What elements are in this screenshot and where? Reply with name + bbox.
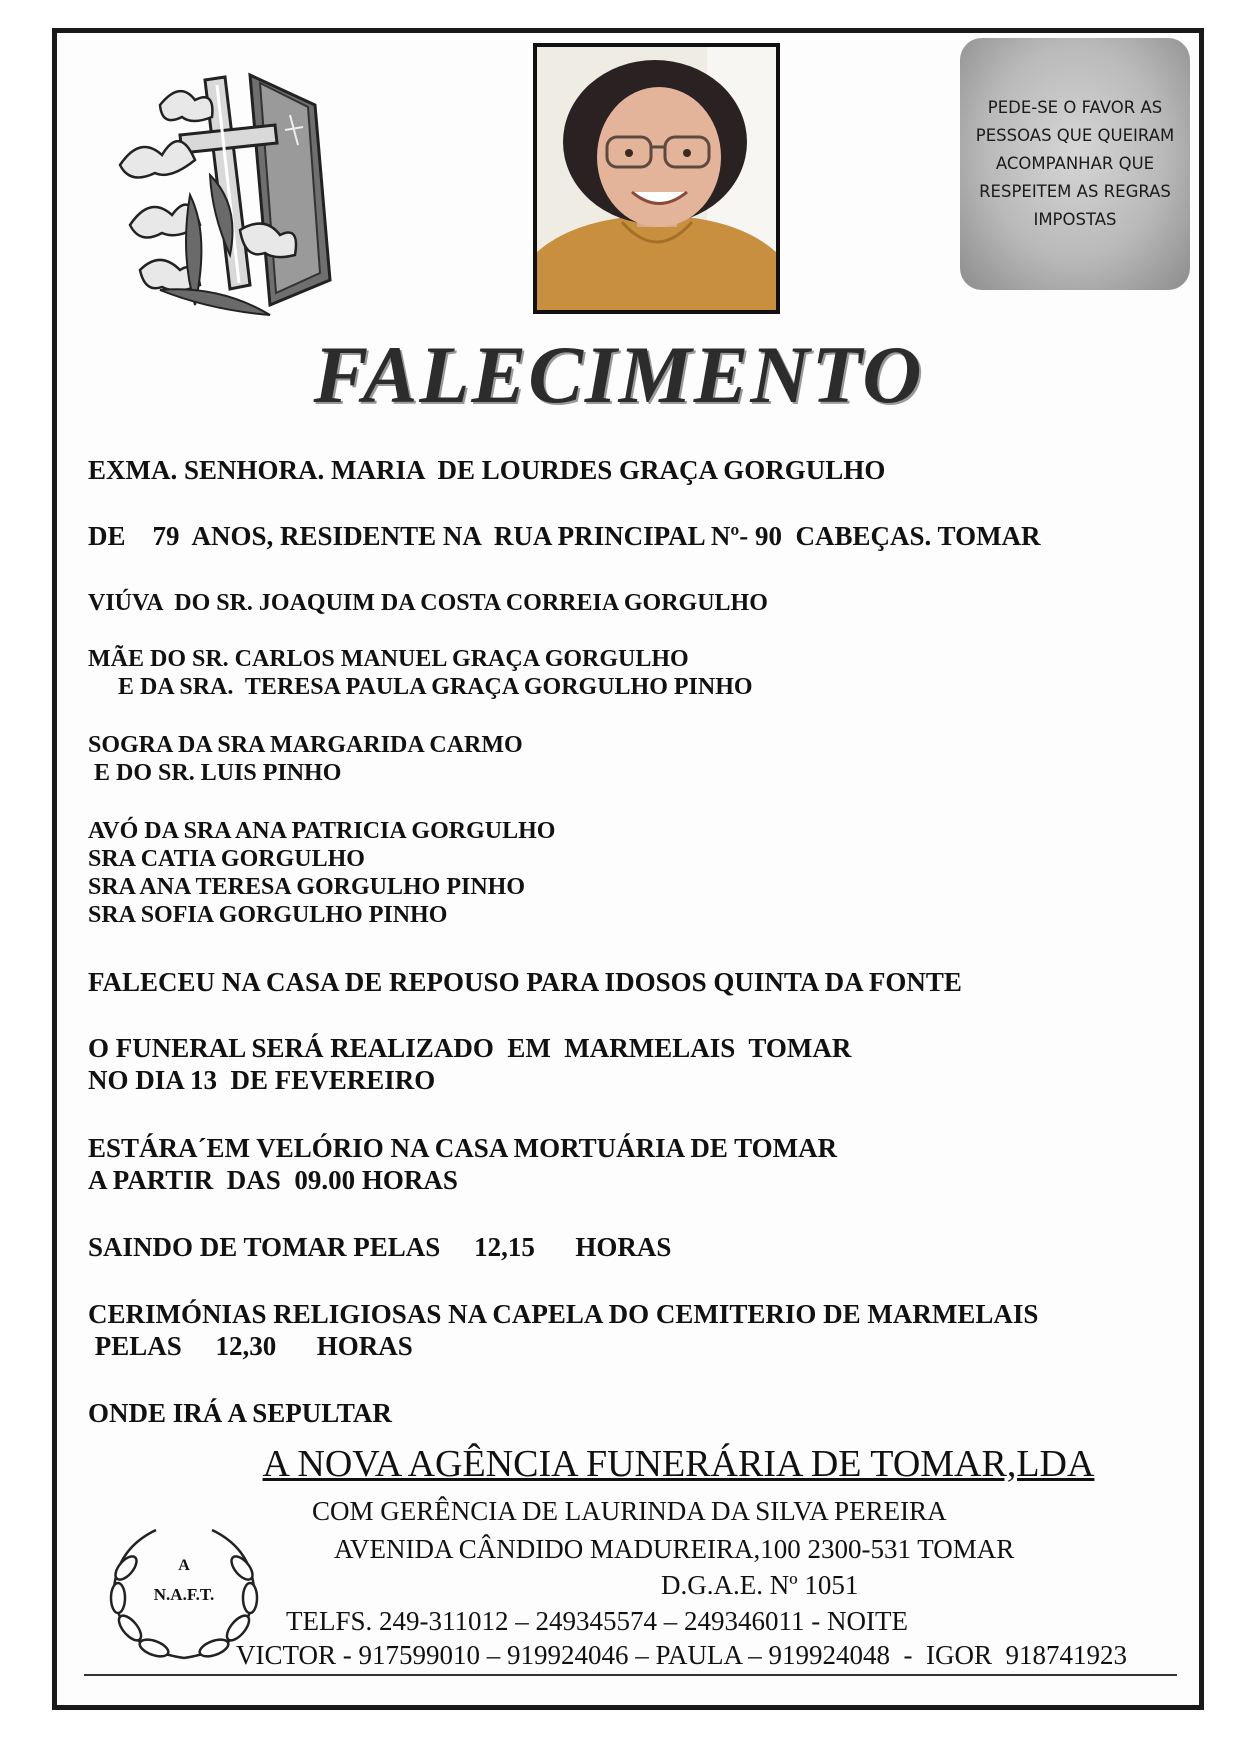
agency-name: A NOVA AGÊNCIA FUNERÁRIA DE TOMAR,LDA (262, 1443, 1095, 1485)
agency-phones: TELFS. 249-311012 – 249345574 – 249346011 - NOITE (286, 1606, 908, 1636)
funeral-date: NO DIA 13 DE FEVEREIRO (88, 1065, 436, 1095)
burial-line: ONDE IRÁ A SEPULTAR (88, 1398, 392, 1428)
agency-night-contacts: VICTOR - 917599010 – 919924046 – PAULA – 919924048 - IGOR 918741923 (236, 1640, 1128, 1670)
cross-lily-emblem (100, 55, 360, 325)
ceremony-time: PELAS 12,30 HORAS (88, 1331, 413, 1361)
notice-box (960, 38, 1190, 290)
wake-location: ESTÁRA´EM VELÓRIO NA CASA MORTUÁRIA DE TOMAR (88, 1133, 838, 1163)
age-residence: DE 79 ANOS, RESIDENTE NA RUA PRINCIPAL Nº- 90 CABEÇAS. TOMAR (88, 521, 1041, 551)
portrait-image (537, 47, 776, 310)
seal-text: N.A.F.T. (153, 1585, 215, 1604)
place-of-death: FALECEU NA CASA DE REPOUSO PARA IDOSOS QUINTA DA FONTE (88, 967, 962, 997)
departure-time: SAINDO DE TOMAR PELAS 12,15 HORAS (88, 1232, 672, 1262)
widow-of: VIÚVA DO SR. JOAQUIM DA COSTA CORREIA GORGULHO (88, 590, 768, 616)
grandmother-line-3: SRA ANA TERESA GORGULHO PINHO (88, 874, 525, 900)
notice-text: PEDE-SE O FAVOR AS PESSOAS QUE QUEIRAM ACOMPANHAR QUE RESPEITEM AS REGRAS IMPOSTAS (975, 98, 1175, 229)
naft-seal (96, 1518, 272, 1668)
agency-address: AVENIDA CÂNDIDO MADUREIRA,100 2300-531 TOMAR (334, 1534, 1015, 1564)
portrait-photo (533, 43, 780, 314)
agency-dgae: D.G.A.E. Nº 1051 (661, 1570, 859, 1600)
mother-in-law-line-2: E DO SR. LUIS PINHO (88, 760, 342, 786)
wake-time: A PARTIR DAS 09.00 HORAS (88, 1165, 458, 1195)
funeral-location: O FUNERAL SERÁ REALIZADO EM MARMELAIS TOMAR (88, 1033, 852, 1063)
bottom-rule (84, 1674, 1177, 1676)
seal-top-letter: A (178, 1557, 190, 1574)
mother-of-line-2: E DA SRA. TERESA PAULA GRAÇA GORGULHO PINHO (88, 674, 753, 700)
mother-in-law-line-1: SOGRA DA SRA MARGARIDA CARMO (88, 732, 523, 758)
deceased-name: EXMA. SENHORA. MARIA DE LOURDES GRAÇA GORGULHO (88, 455, 886, 485)
mother-of-line-1: MÃE DO SR. CARLOS MANUEL GRAÇA GORGULHO (88, 646, 689, 672)
book-icon (250, 75, 330, 305)
ceremony-location: CERIMÓNIAS RELIGIOSAS NA CAPELA DO CEMITERIO DE MARMELAIS (88, 1299, 1039, 1329)
agency-management: COM GERÊNCIA DE LAURINDA DA SILVA PEREIRA (312, 1496, 947, 1526)
page-title: FALECIMENTO (313, 329, 924, 420)
grandmother-line-4: SRA SOFIA GORGULHO PINHO (88, 902, 448, 928)
grandmother-line-1: AVÓ DA SRA ANA PATRICIA GORGULHO (88, 818, 556, 844)
grandmother-line-2: SRA CATIA GORGULHO (88, 846, 365, 872)
